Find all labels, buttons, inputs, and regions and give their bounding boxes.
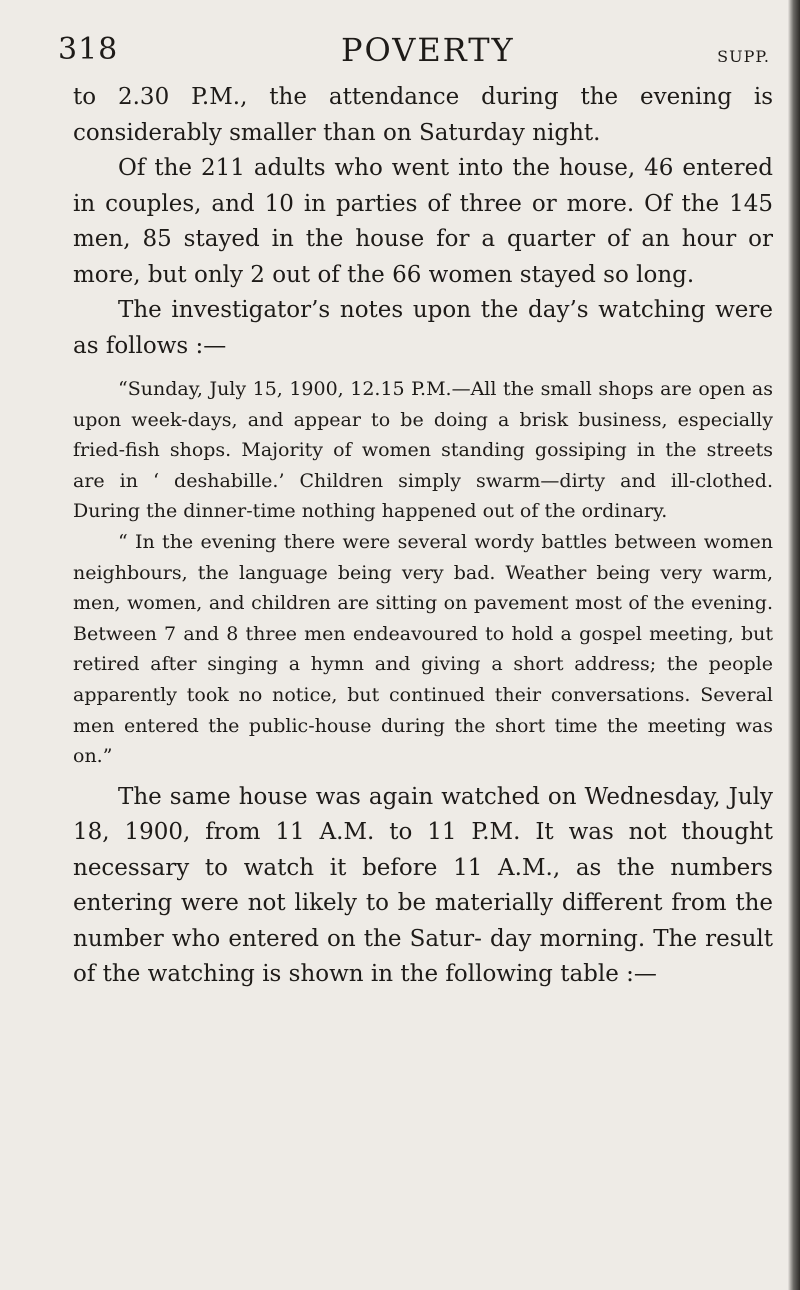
investigator-notes-quote (73, 374, 773, 772)
quote-paragraph-sunday: “Sunday, July 15, 1900, 12.15 P.M.—All the small shops are open as upon week-days, and appear to be doing a brisk business, especially fried-fish shops. Majority of women standing gossiping in the streets are in ‘ deshabille.’ Children simply swarm—dirty and ill-clothed. During the dinner-time nothing happened out of the ordinary. (73, 378, 773, 523)
paragraph-continuation: to 2.30 P.M., the attendance during the evening is considerably smaller than on Saturday night. (73, 84, 773, 146)
section-mark: SUPP. (717, 47, 770, 66)
paragraph-wednesday-watch: The same house was again watched on Wednesday, July 18, 1900, from 11 A.M. to 11 P.M. It was not thought necessary to watch it before 11 A.M., as the numbers entering were not likely to be materially different from the number who entered on the Satur- day morning. The result of the watching is shown in the following table :— (73, 783, 773, 988)
page-edge-shadow (788, 0, 800, 1290)
running-head: POVERTY (341, 31, 515, 69)
page-number: 318 (58, 32, 119, 67)
page-header (58, 30, 770, 76)
quote-paragraph-evening: “ In the evening there were several wordy battles between women neighbours, the language being very bad. Weather being very warm, men, women, and children are sitting on pavement most of the evening. Between 7 and 8 three men endeavoured to hold a gospel meeting, but retired after singing a hymn and giving a short address; the people apparently took no notice, but continued their conversations. Several men entered the public-house during the short time the meeting was on.” (73, 530, 773, 768)
paragraph-adults-statistics: Of the 211 adults who went into the house, 46 entered in couples, and 10 in parties of three or more. Of the 145 men, 85 stayed in the house for a quarter of an hour or more, but only 2 out of the 66 women stayed so long. (73, 155, 773, 288)
body-text (73, 80, 773, 993)
paragraph-investigator-intro: The investigator’s notes upon the day’s watching were as follows :— (73, 297, 773, 359)
